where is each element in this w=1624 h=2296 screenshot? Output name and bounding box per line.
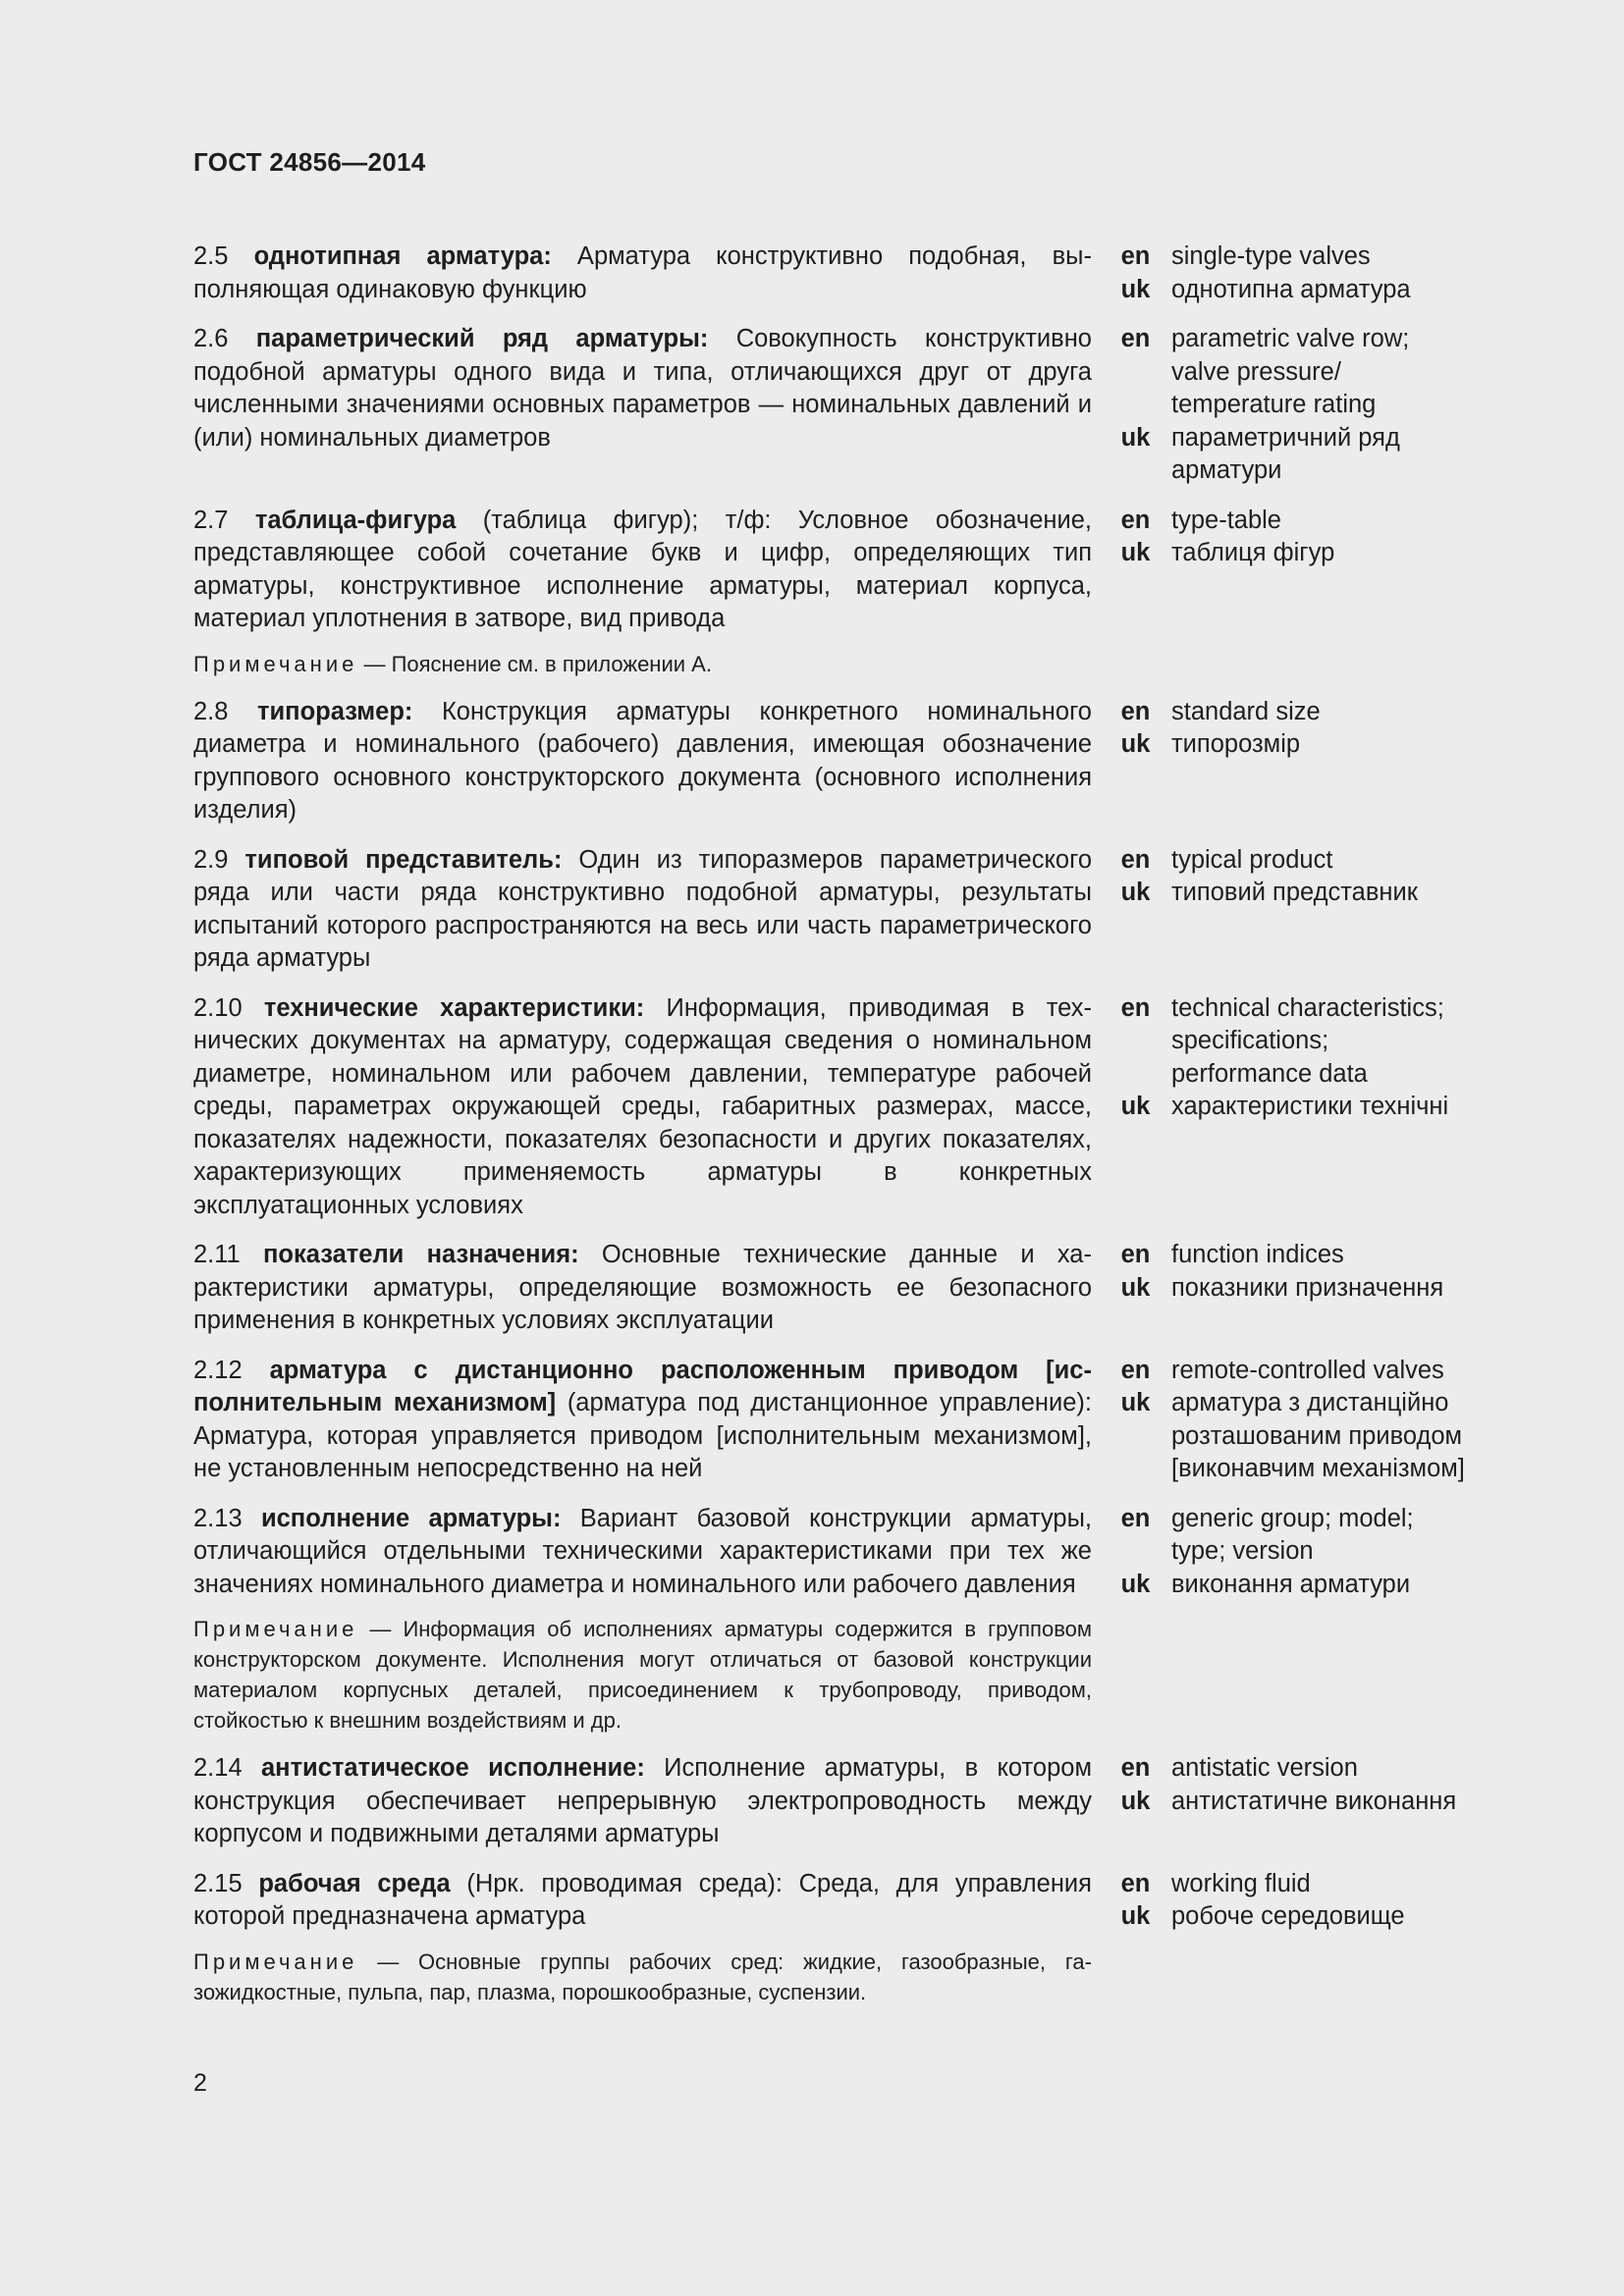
term-body: (таблица фигур); т/ф: Условное обозначение, представляющее собой сочетание букв и цифр, определяющих тип арматуры, конструктивное исполнение арматуры, материал корпуса, материал уплотнения в затворе, вид привода [193, 506, 1092, 632]
term-title: типоразмер: [257, 697, 413, 725]
term-definition [193, 1503, 1092, 1602]
equivalent-term: generic group; model; type; version [1171, 1504, 1414, 1565]
equivalent-term: technical characteristics; specifications; performance data [1171, 993, 1444, 1088]
equivalent-term: типорозмір [1171, 730, 1301, 758]
term-entry [193, 1752, 1509, 1851]
language-code: en [1120, 697, 1151, 725]
term-number: 2.5 [193, 242, 229, 270]
equivalent-term: таблиця фігур [1171, 539, 1335, 566]
language-code: uk [1120, 1093, 1151, 1120]
term-definition [193, 323, 1092, 454]
term-definition [193, 505, 1092, 636]
language-code: uk [1120, 1273, 1151, 1302]
equivalents [1113, 1868, 1509, 1934]
term-title: технические характеристики: [263, 993, 645, 1022]
equivalent-uk [1113, 1786, 1509, 1819]
language-code: en [1120, 1504, 1151, 1532]
equivalent-en [1113, 1239, 1509, 1272]
note [193, 1947, 1092, 2007]
note-text: — Информация об исполнениях арматуры содержится в групповом конструкторском документе. Исполнения могут отличаться от базовой конструкции материалом корпусных деталей, присоединением к трубопроводу, приводом, стойкостью к внешним воздействиям и др. [193, 1617, 1092, 1733]
language-code: uk [1120, 1902, 1151, 1930]
equivalent-en [1113, 1503, 1509, 1569]
language-code: uk [1120, 275, 1151, 303]
language-code: en [1120, 1869, 1151, 1897]
equivalent-term: характеристики технічні [1171, 1093, 1449, 1120]
note-text: — Пояснение см. в приложении А. [357, 651, 712, 676]
term-entry [193, 505, 1509, 636]
term-definition [193, 696, 1092, 828]
term-entry [193, 1503, 1509, 1602]
equivalents [1113, 1355, 1509, 1486]
equivalents [1113, 505, 1509, 570]
equivalents [1113, 1752, 1509, 1818]
equivalent-uk [1113, 274, 1509, 307]
equivalent-term: type-table [1171, 506, 1281, 534]
language-code: uk [1120, 730, 1151, 758]
term-definition [193, 992, 1092, 1223]
equivalents [1113, 240, 1509, 306]
equivalent-uk [1113, 1091, 1509, 1124]
term-title: типовой представитель: [244, 845, 563, 874]
equivalent-en [1113, 992, 1509, 1092]
equivalent-uk [1113, 1272, 1509, 1306]
equivalent-en [1113, 323, 1509, 422]
term-definition [193, 1355, 1092, 1486]
note [193, 649, 1092, 679]
term-entry [193, 1868, 1509, 1934]
term-body: Один из типоразмеров параметрического ряда или части ряда конструктивно подобной арматуры, результаты испытаний которого распространяются на весь или часть параметрического ряда арматуры [193, 845, 1093, 972]
equivalent-term: типовий представник [1171, 879, 1418, 906]
language-code: en [1120, 993, 1151, 1022]
term-number: 2.10 [193, 993, 243, 1022]
term-number: 2.7 [193, 506, 229, 534]
language-code: uk [1120, 1389, 1151, 1416]
equivalent-term: remote-controlled valves [1171, 1356, 1444, 1384]
term-definition [193, 1752, 1092, 1851]
term-body: Совокупность конструктивно подобной арматуры одного вида и типа, отличающихся друг от друга численными значениями основных параметров — номинальных давлений и (или) номинальных диаметров [193, 325, 1092, 452]
language-code: en [1120, 1754, 1151, 1782]
equivalent-term: function indices [1171, 1241, 1344, 1268]
term-body: (Нрк. проводимая среда): Среда, для управления которой предназначена арматура [193, 1869, 1092, 1930]
equivalent-uk [1113, 537, 1509, 570]
language-code: en [1120, 845, 1151, 874]
equivalent-term: antistatic version [1171, 1754, 1358, 1782]
note-label: Примечание [193, 1949, 358, 1974]
term-body: Вариант базовой конструкции арматуры, отличающийся отдельными техническими характеристиками при тех же значениях номинального диаметра и номинального или рабочего давления [193, 1504, 1092, 1598]
equivalents [1113, 844, 1509, 910]
note-label: Примечание [193, 651, 358, 676]
language-code: uk [1120, 1570, 1151, 1598]
language-code: uk [1120, 539, 1151, 566]
term-title: однотипная арматура: [253, 242, 552, 270]
language-code: uk [1120, 423, 1151, 452]
language-code: en [1120, 506, 1151, 534]
equivalent-term: typical product [1171, 845, 1333, 874]
equivalent-en [1113, 696, 1509, 729]
equivalent-term: parametric valve row; valve pressure/ temperature rating [1171, 325, 1410, 418]
term-entry [193, 240, 1509, 306]
equivalent-term: антистатичне виконання [1171, 1787, 1457, 1815]
equivalent-term: однотипна арматура [1171, 275, 1411, 303]
term-body: (арматура под дистанционное управление): Арматура, которая управляется приводом [исполнительным механизмом], не установленным непосредственно на ней [193, 1389, 1092, 1482]
term-title: параметрический ряд арматуры: [255, 325, 709, 352]
term-number: 2.15 [193, 1869, 243, 1897]
page-number: 2 [193, 2069, 207, 2097]
equivalent-en [1113, 240, 1509, 274]
equivalent-uk [1113, 1569, 1509, 1602]
language-code: uk [1120, 1787, 1151, 1815]
equivalent-term: параметричний ряд арматури [1171, 423, 1400, 484]
term-definition [193, 240, 1092, 306]
equivalent-term: working fluid [1171, 1869, 1311, 1897]
term-body: Информация, приводимая в технических документах на арматуру, содержащая сведения о номинальном диаметре, номинальном или рабочем давлении, температуре рабочей среды, параметрах окружающей среды, габаритных размерах, массе, показателях надежности, показателях безопасности и других показателях, характеризующих применяемость арматуры в конкретных эксплуатационных условиях [193, 993, 1093, 1219]
equivalents [1113, 1503, 1509, 1602]
equivalent-uk [1113, 728, 1509, 762]
equivalent-term: робоче середовище [1171, 1902, 1405, 1930]
term-entry [193, 1239, 1509, 1338]
equivalent-en [1113, 1752, 1509, 1786]
term-number: 2.14 [193, 1754, 243, 1782]
equivalents [1113, 323, 1509, 488]
equivalent-uk [1113, 877, 1509, 910]
term-title: антистатическое исполнение: [260, 1754, 645, 1782]
equivalent-uk [1113, 422, 1509, 488]
term-body: Арматура конструктивно подобная, выполняющая одинаковую функцию [193, 242, 1092, 303]
note-label: Примечание [193, 1617, 358, 1641]
term-number: 2.8 [193, 697, 229, 725]
term-definition [193, 844, 1092, 976]
equivalent-en [1113, 1868, 1509, 1901]
term-number: 2.9 [193, 845, 229, 874]
term-body: Исполнение арматуры, в котором конструкция обеспечивает непрерывную электропроводность между корпусом и подвижными деталями арматуры [193, 1754, 1092, 1847]
equivalent-term: виконання арматури [1171, 1570, 1411, 1598]
equivalent-term: standard size [1171, 697, 1321, 725]
equivalent-en [1113, 505, 1509, 538]
term-entry [193, 696, 1509, 828]
language-code: en [1120, 1356, 1151, 1384]
equivalent-term: показники призначення [1171, 1273, 1444, 1302]
term-number: 2.6 [193, 325, 229, 352]
term-entry [193, 323, 1509, 488]
term-number: 2.11 [193, 1241, 241, 1268]
equivalent-term: арматура з дистанційно розташованим приводом [виконавчим механізмом] [1171, 1389, 1465, 1482]
term-entry [193, 844, 1509, 976]
equivalent-en [1113, 844, 1509, 878]
language-code: uk [1120, 879, 1151, 906]
note-text: — Основные группы рабочих сред: жидкие, газообразные, газожидкостные, пульпа, пар, плазма, порошкообразные, суспензии. [193, 1949, 1092, 2004]
term-body: Основные технические данные и характеристики арматуры, определяющие возможность ее безопасного применения в конкретных условиях эксплуатации [193, 1241, 1092, 1334]
term-number: 2.13 [193, 1504, 243, 1532]
language-code: en [1120, 325, 1151, 352]
term-title: исполнение арматуры: [260, 1504, 562, 1532]
equivalent-uk [1113, 1387, 1509, 1486]
language-code: en [1120, 242, 1151, 270]
term-entry [193, 992, 1509, 1223]
term-title: показатели назначения: [263, 1241, 579, 1268]
terms-list [193, 240, 1509, 2024]
equivalent-term: single-type valves [1171, 242, 1371, 270]
language-code: en [1120, 1241, 1151, 1268]
equivalent-uk [1113, 1900, 1509, 1934]
equivalents [1113, 696, 1509, 762]
document-header: ГОСТ 24856—2014 [193, 147, 426, 177]
term-definition [193, 1239, 1092, 1338]
term-title: арматура с дистанционно расположенным приводом [исполнительным механизмом] [193, 1356, 1092, 1416]
equivalents [1113, 1239, 1509, 1305]
equivalents [1113, 992, 1509, 1124]
term-body: Конструкция арматуры конкретного номинального диаметра и номинального (рабочего) давления, имеющая обозначение группового основного конструкторского документа (основного исполнения изделия) [193, 697, 1092, 824]
note [193, 1614, 1092, 1735]
term-definition [193, 1868, 1092, 1934]
equivalent-en [1113, 1355, 1509, 1388]
term-number: 2.12 [193, 1356, 243, 1384]
term-title: таблица-фигура [254, 506, 457, 534]
term-entry [193, 1355, 1509, 1486]
term-title: рабочая среда [258, 1869, 451, 1897]
